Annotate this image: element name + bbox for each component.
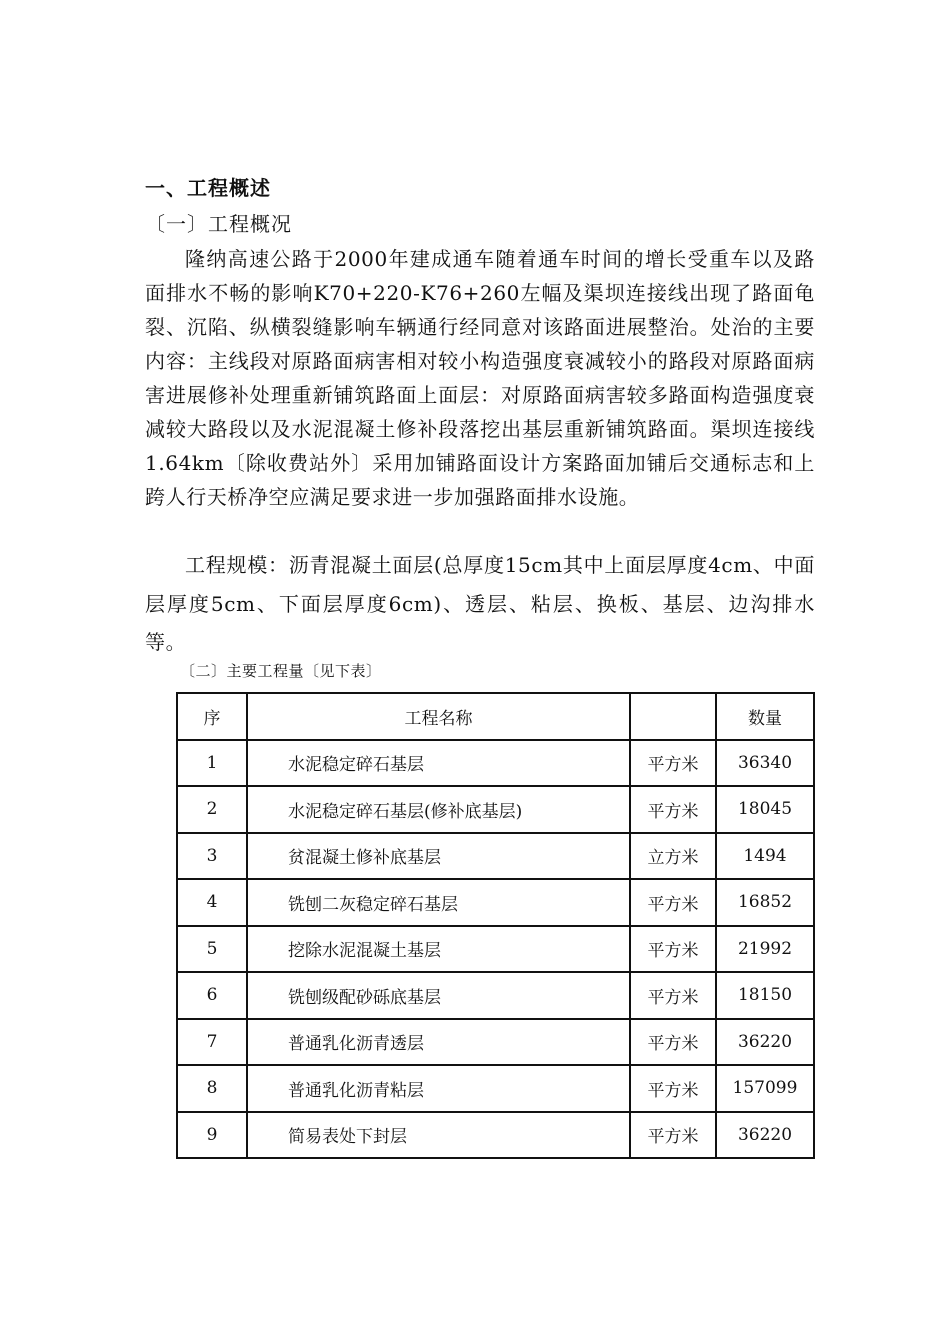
scale-paragraph: 工程规模：沥青混凝土面层(总厚度15cm其中上面层厚度4cm、中面层厚度5cm、下面层厚度6cm)、透层、粘层、换板、基层、边沟排水等。 xyxy=(145,553,815,654)
row-index: 6 xyxy=(177,972,247,1019)
table-row xyxy=(177,1019,814,1066)
table-row xyxy=(177,1065,814,1112)
row-index: 7 xyxy=(177,1019,247,1066)
header-name: 工程名称 xyxy=(247,693,630,740)
row-unit: 平方米 xyxy=(630,972,716,1019)
row-unit: 平方米 xyxy=(630,879,716,926)
row-unit: 立方米 xyxy=(630,833,716,880)
table-row xyxy=(177,833,814,880)
row-unit: 平方米 xyxy=(630,1112,716,1159)
table-caption: 〔二〕主要工程量〔见下表〕 xyxy=(180,662,382,680)
row-quantity: 36340 xyxy=(716,740,814,787)
row-name: 简易表处下封层 xyxy=(247,1112,630,1159)
table-row xyxy=(177,786,814,833)
table-row xyxy=(177,972,814,1019)
header-index: 序 xyxy=(177,693,247,740)
row-name: 水泥稳定碎石基层 xyxy=(247,740,630,787)
section-title: 一、工程概述 xyxy=(145,176,271,200)
row-index: 4 xyxy=(177,879,247,926)
row-quantity: 16852 xyxy=(716,879,814,926)
subsection-title: 〔一〕工程概况 xyxy=(145,212,292,236)
row-index: 3 xyxy=(177,833,247,880)
row-quantity: 36220 xyxy=(716,1019,814,1066)
row-name: 铣刨级配砂砾底基层 xyxy=(247,972,630,1019)
row-quantity: 157099 xyxy=(716,1065,814,1112)
table-row xyxy=(177,740,814,787)
row-name: 普通乳化沥青粘层 xyxy=(247,1065,630,1112)
row-quantity: 18150 xyxy=(716,972,814,1019)
row-quantity: 18045 xyxy=(716,786,814,833)
row-unit: 平方米 xyxy=(630,1065,716,1112)
table-row xyxy=(177,1112,814,1159)
row-index: 9 xyxy=(177,1112,247,1159)
row-name: 铣刨二灰稳定碎石基层 xyxy=(247,879,630,926)
overview-paragraph: 隆纳高速公路于2000年建成通车随着通车时间的增长受重车以及路面排水不畅的影响K70+220-K76+260左幅及渠坝连接线出现了路面龟裂、沉陷、纵横裂缝影响车辆通行经同意对该路面进展整治。处治的主要内容：主线段对原路面病害相对较小构造强度衰减较小的路段对原路面病害进展修补处理重新铺筑路面上面层：对原路面病害较多路面构造强度衰减较大路段以及水泥混凝土修补段落挖出基层重新铺筑路面。渠坝连接线1.64km〔除收费站外〕采用加铺路面设计方案路面加铺后交通标志和上跨人行天桥净空应满足要求进一步加强路面排水设施。 xyxy=(145,247,815,509)
row-unit: 平方米 xyxy=(630,1019,716,1066)
row-unit: 平方米 xyxy=(630,740,716,787)
header-quantity: 数量 xyxy=(716,693,814,740)
row-index: 1 xyxy=(177,740,247,787)
row-name: 挖除水泥混凝土基层 xyxy=(247,926,630,973)
row-index: 8 xyxy=(177,1065,247,1112)
row-unit: 平方米 xyxy=(630,786,716,833)
row-quantity: 1494 xyxy=(716,833,814,880)
table-row xyxy=(177,879,814,926)
table-header-row xyxy=(177,693,814,740)
row-index: 2 xyxy=(177,786,247,833)
row-name: 普通乳化沥青透层 xyxy=(247,1019,630,1066)
header-unit xyxy=(630,693,716,740)
row-name: 贫混凝土修补底基层 xyxy=(247,833,630,880)
quantities-table xyxy=(176,692,815,1159)
row-name: 水泥稳定碎石基层(修补底基层) xyxy=(247,786,630,833)
row-index: 5 xyxy=(177,926,247,973)
row-unit: 平方米 xyxy=(630,926,716,973)
row-quantity: 21992 xyxy=(716,926,814,973)
row-quantity: 36220 xyxy=(716,1112,814,1159)
table-row xyxy=(177,926,814,973)
